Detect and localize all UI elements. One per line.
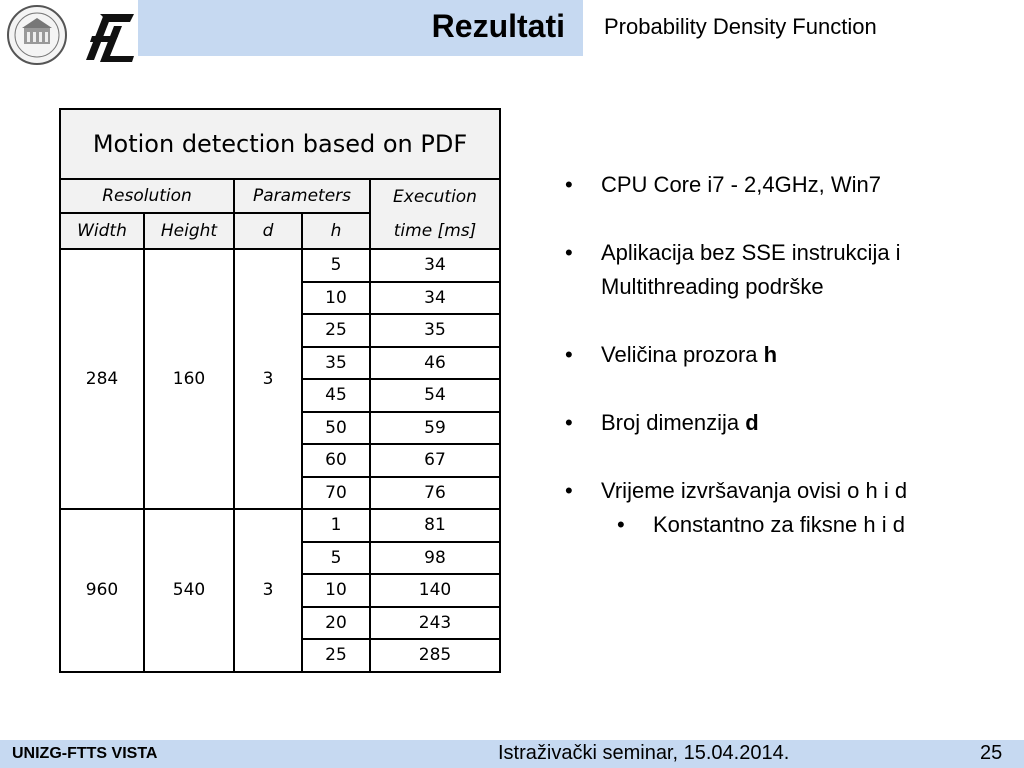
- university-seal-logo: [6, 4, 68, 66]
- bullet-window-size-var: h: [763, 342, 778, 367]
- bullet-sse: Aplikacija bez SSE instrukcija i Multithreading podrške: [601, 240, 901, 299]
- execution-header-line1: Execution: [393, 187, 477, 207]
- h-cell: 45: [302, 379, 370, 412]
- time-cell: 54: [370, 379, 500, 412]
- h-cell: 35: [302, 347, 370, 380]
- h-cell: 70: [302, 477, 370, 510]
- footer-org: UNIZG-FTTS VISTA: [12, 745, 158, 762]
- bullet-dimensions-var: d: [745, 410, 759, 435]
- h-cell: 5: [302, 249, 370, 282]
- resolution-header: Resolution: [60, 179, 234, 213]
- h-cell: 50: [302, 412, 370, 445]
- time-cell: 34: [370, 249, 500, 282]
- height-cell: 540: [144, 509, 234, 672]
- slide-subtitle: Probability Density Function: [604, 14, 877, 39]
- time-cell: 34: [370, 282, 500, 315]
- results-table: [59, 108, 501, 673]
- table-row: [60, 249, 500, 282]
- sub-bullet-item: [601, 508, 1005, 542]
- h-cell: 10: [302, 574, 370, 607]
- page-number: 25: [980, 742, 1003, 764]
- bullet-marker: •: [565, 478, 573, 503]
- width-header: Width: [60, 213, 144, 249]
- time-cell: 285: [370, 639, 500, 672]
- bullet-marker: •: [565, 342, 573, 367]
- bullet-window-size: Veličina prozora: [601, 342, 764, 367]
- sub-bullet-constant: Konstantno za fiksne h i d: [653, 512, 905, 537]
- d-header: d: [234, 213, 302, 249]
- parameters-header: Parameters: [234, 179, 370, 213]
- faculty-logo: [78, 8, 138, 66]
- h-cell: 5: [302, 542, 370, 575]
- bullet-item: [565, 236, 1005, 304]
- footer-bar: [0, 740, 1024, 768]
- bullet-marker: •: [565, 172, 573, 197]
- execution-header-line2: time [ms]: [393, 221, 477, 241]
- time-cell: 76: [370, 477, 500, 510]
- bullet-execution: Vrijeme izvršavanja ovisi o h i d: [601, 478, 908, 503]
- bullet-marker: •: [565, 410, 573, 435]
- width-cell: 284: [60, 249, 144, 509]
- time-cell: 140: [370, 574, 500, 607]
- time-cell: 59: [370, 412, 500, 445]
- time-cell: 46: [370, 347, 500, 380]
- h-cell: 25: [302, 314, 370, 347]
- h-header: h: [302, 213, 370, 249]
- h-cell: 10: [302, 282, 370, 315]
- bullet-marker: •: [565, 240, 573, 265]
- table-row: [60, 509, 500, 542]
- title-bar: [138, 0, 583, 56]
- bullet-marker: •: [617, 512, 625, 537]
- d-cell: 3: [234, 249, 302, 509]
- table-body: [60, 249, 500, 672]
- table-caption: Motion detection based on PDF: [60, 109, 500, 179]
- time-cell: 81: [370, 509, 500, 542]
- time-cell: 67: [370, 444, 500, 477]
- bullet-item: [565, 338, 1005, 372]
- h-cell: 1: [302, 509, 370, 542]
- height-cell: 160: [144, 249, 234, 509]
- bullet-item: [565, 406, 1005, 440]
- slide-title: Rezultati: [431, 8, 565, 44]
- footer-event: Istraživački seminar, 15.04.2014.: [498, 742, 790, 764]
- bullet-list: [565, 168, 1005, 542]
- bullet-item: [565, 474, 1005, 542]
- h-cell: 20: [302, 607, 370, 640]
- h-cell: 60: [302, 444, 370, 477]
- bullet-dimensions: Broj dimenzija: [601, 410, 746, 435]
- sub-bullet-list: [601, 508, 1005, 542]
- time-cell: 35: [370, 314, 500, 347]
- time-cell: 98: [370, 542, 500, 575]
- time-cell: 243: [370, 607, 500, 640]
- bullet-item: [565, 168, 1005, 202]
- d-cell: 3: [234, 509, 302, 672]
- width-cell: 960: [60, 509, 144, 672]
- bullet-cpu: CPU Core i7 - 2,4GHz, Win7: [601, 172, 881, 197]
- h-cell: 25: [302, 639, 370, 672]
- height-header: Height: [144, 213, 234, 249]
- execution-time-header: [370, 179, 500, 249]
